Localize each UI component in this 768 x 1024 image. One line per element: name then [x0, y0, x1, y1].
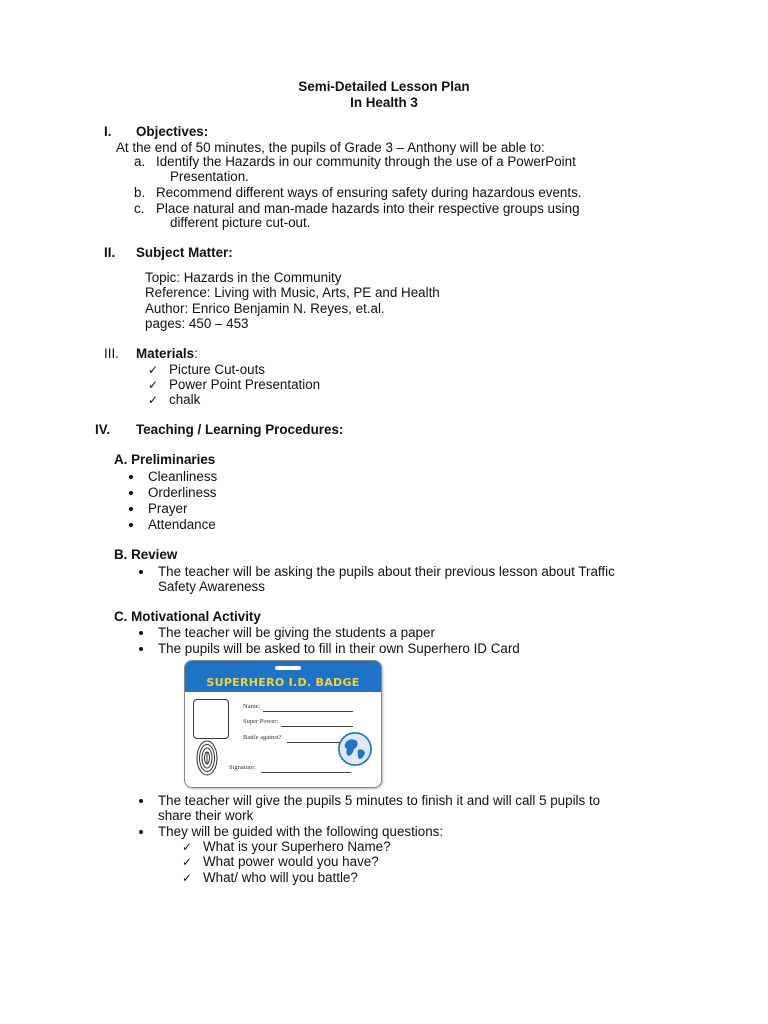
check-icon: ✓ [148, 393, 159, 407]
subject-matter-heading: Subject Matter: [136, 245, 233, 260]
bullet-icon [129, 523, 133, 527]
preliminary-item: Orderliness [148, 485, 217, 500]
badge-header [185, 661, 381, 692]
objective-item: Identify the Hazards in our community through the use of a PowerPoint [156, 154, 576, 169]
subject-author: Author: Enrico Benjamin N. Reyes, et.al. [145, 301, 385, 316]
badge-name-label: Name: [243, 703, 261, 710]
objective-item-continued: Presentation. [170, 169, 249, 184]
objective-marker: a. [134, 154, 146, 169]
motivational-item: The pupils will be asked to fill in their own Superhero ID Card [158, 641, 520, 656]
subject-reference: Reference: Living with Music, Arts, PE and Health [145, 285, 440, 300]
globe-icon [337, 731, 373, 767]
objective-item-continued: different picture cut-out. [170, 215, 311, 230]
material-item: chalk [169, 392, 201, 407]
subject-pages: pages: 450 – 453 [145, 316, 249, 331]
bullet-icon [139, 830, 143, 834]
section-numeral-objectives: I. [104, 124, 112, 139]
check-icon: ✓ [182, 871, 193, 885]
materials-heading: Materials [136, 346, 195, 361]
objective-item: Recommend different ways of ensuring safety during hazardous events. [156, 185, 582, 200]
preliminary-item: Prayer [148, 501, 188, 516]
badge-line [263, 711, 353, 712]
review-item: The teacher will be asking the pupils about their previous lesson about Traffic [158, 564, 615, 579]
objectives-intro: At the end of 50 minutes, the pupils of Grade 3 – Anthony will be able to: [116, 140, 545, 155]
check-icon: ✓ [148, 378, 159, 392]
preliminary-item: Cleanliness [148, 469, 218, 484]
badge-battle-label: Battle against? [243, 734, 282, 741]
photo-box [193, 699, 229, 739]
section-numeral-procedures: IV. [95, 422, 111, 437]
badge-line [281, 726, 353, 727]
materials-heading-line [136, 346, 198, 362]
badge-power-label: Super Power: [243, 718, 279, 725]
materials-colon: : [194, 346, 198, 361]
document-subtitle: In Health 3 [350, 95, 418, 110]
review-heading: B. Review [114, 547, 178, 562]
motivational-heading: C. Motivational Activity [114, 609, 261, 624]
material-item: Power Point Presentation [169, 377, 321, 392]
guide-question: What power would you have? [203, 854, 379, 869]
badge-signature-label: Signature: [229, 764, 256, 771]
bullet-icon [139, 647, 143, 651]
fingerprint-icon [195, 739, 219, 777]
subject-topic: Topic: Hazards in the Community [145, 270, 342, 285]
bullet-icon [129, 507, 133, 511]
section-numeral-subject: II. [104, 245, 116, 260]
objective-item: Place natural and man-made hazards into their respective groups using [156, 201, 580, 216]
bullet-icon [129, 475, 133, 479]
section-numeral-materials: III. [104, 346, 119, 361]
motivational-item-continued: share their work [158, 808, 254, 823]
bullet-icon [139, 631, 143, 635]
bullet-icon [139, 570, 143, 574]
badge-slot [275, 666, 301, 670]
badge-line [261, 772, 351, 773]
check-icon: ✓ [148, 363, 159, 377]
material-item: Picture Cut-outs [169, 362, 266, 377]
objectives-heading: Objectives: [136, 124, 209, 139]
procedures-heading: Teaching / Learning Procedures: [136, 422, 344, 437]
bullet-icon [139, 799, 143, 803]
guide-question: What is your Superhero Name? [203, 839, 391, 854]
preliminary-item: Attendance [148, 517, 216, 532]
badge-title: SUPERHERO I.D. BADGE [206, 676, 360, 689]
bullet-icon [129, 491, 133, 495]
objective-marker: b. [134, 185, 146, 200]
motivational-item: The teacher will be giving the students a paper [158, 625, 435, 640]
objective-marker: c. [134, 201, 145, 216]
motivational-item: They will be guided with the following questions: [158, 824, 444, 839]
check-icon: ✓ [182, 840, 193, 854]
preliminaries-heading: A. Preliminaries [114, 452, 216, 467]
document-title: Semi-Detailed Lesson Plan [298, 79, 470, 94]
review-item-continued: Safety Awareness [158, 579, 265, 594]
check-icon: ✓ [182, 855, 193, 869]
guide-question: What/ who will you battle? [203, 870, 358, 885]
motivational-item: The teacher will give the pupils 5 minutes to finish it and will call 5 pupils to [158, 793, 601, 808]
superhero-id-badge-image [184, 660, 382, 788]
